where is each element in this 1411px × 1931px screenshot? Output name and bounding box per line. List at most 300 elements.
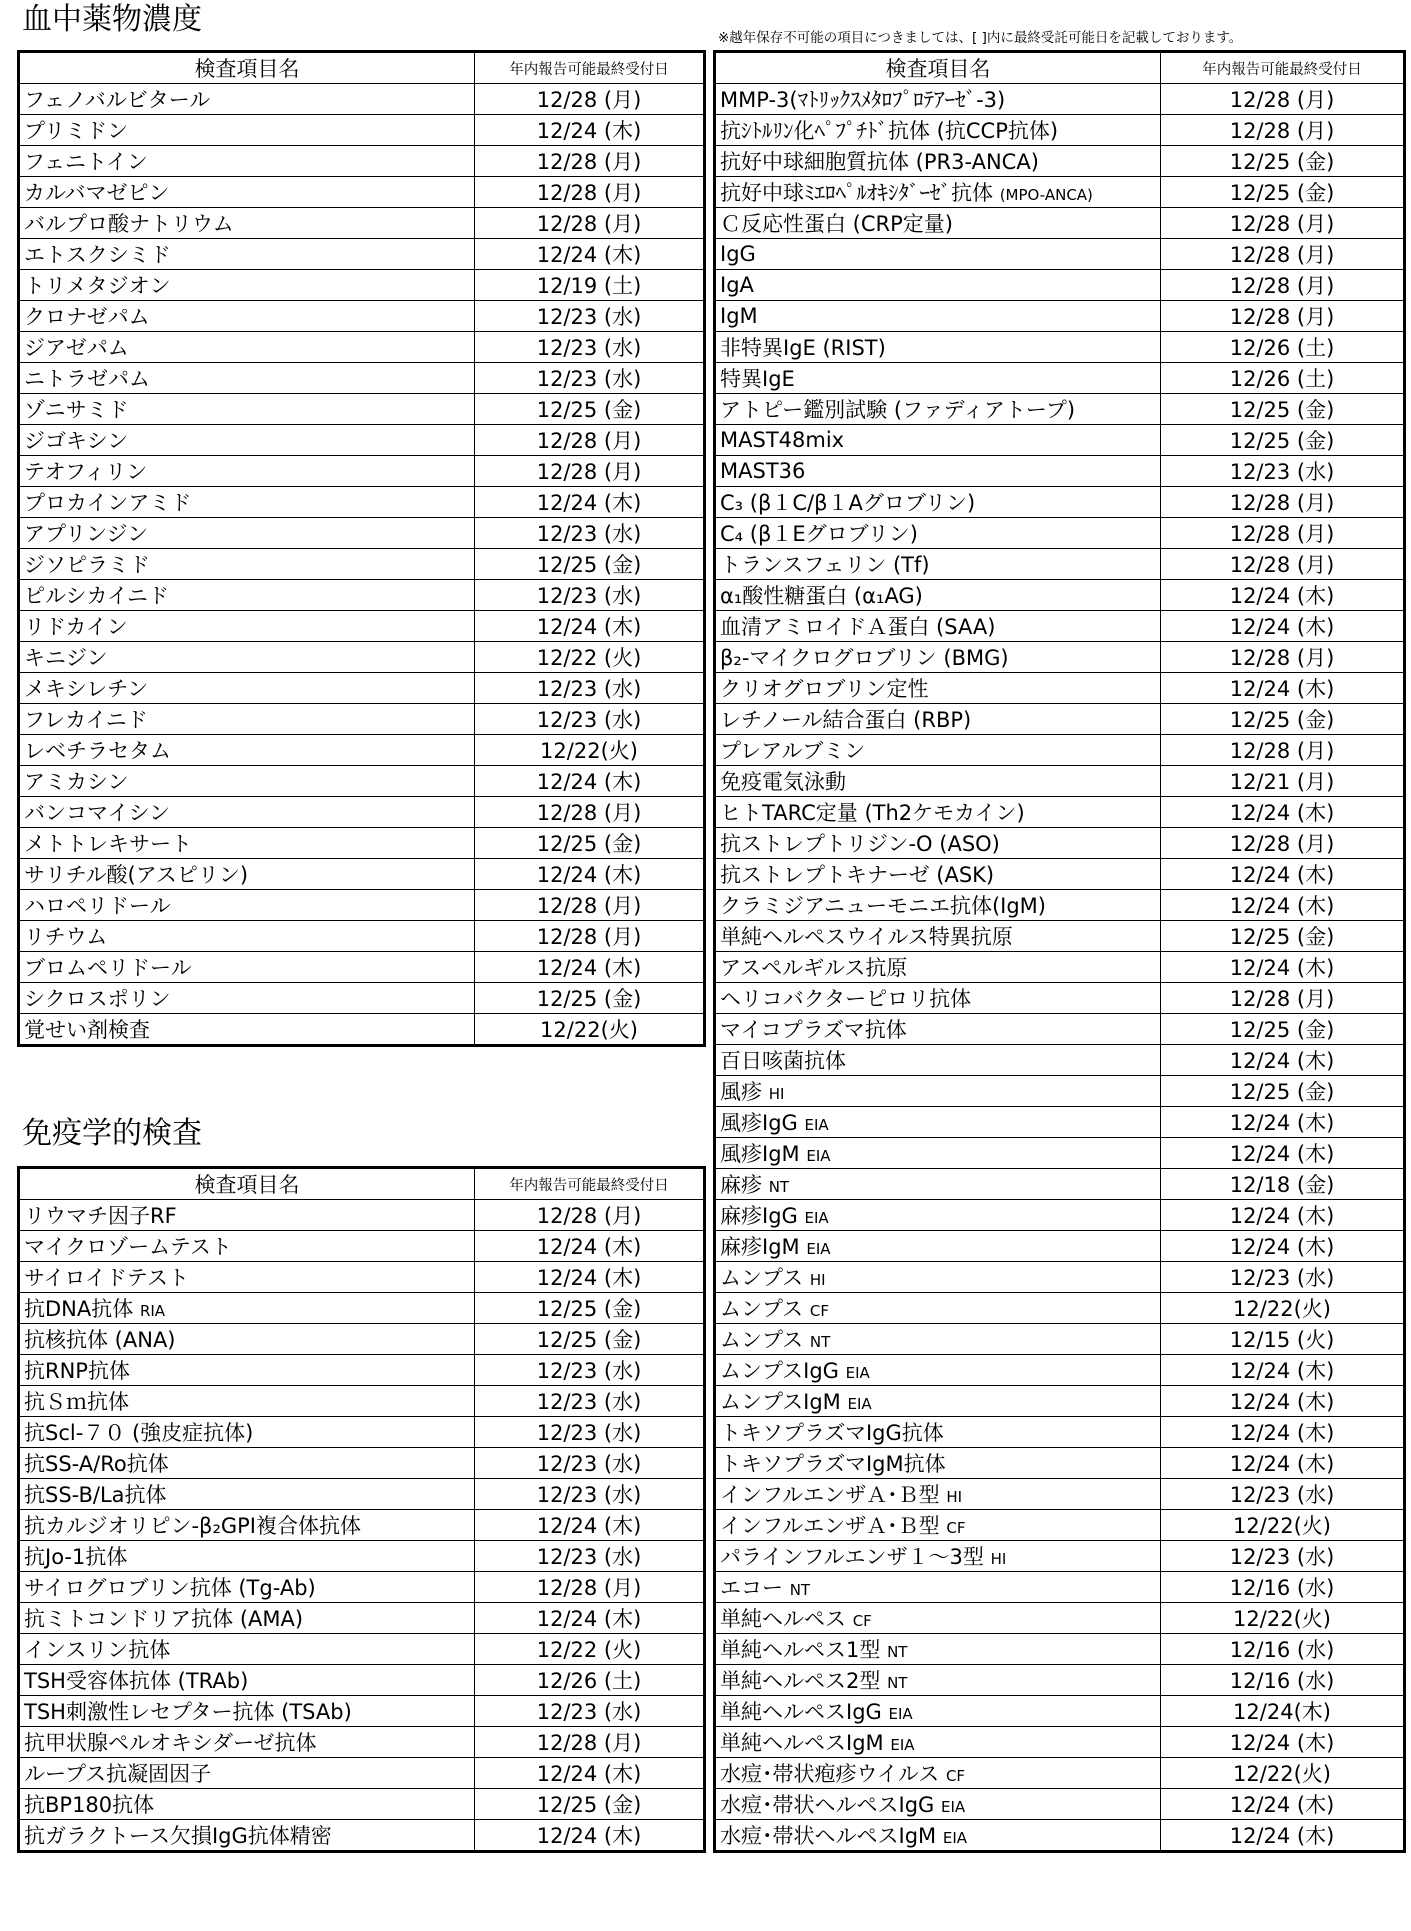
table-row (715, 177, 1405, 208)
item-name-text: 抗RNP抗体 (24, 1359, 130, 1383)
item-name-text: C₃ (β１C/β１Aグロブリン) (720, 491, 976, 515)
table-row (715, 1758, 1405, 1789)
item-name-text: C₄ (β１Eグロブリン) (720, 522, 918, 546)
item-date: 12/28 (月) (1161, 115, 1405, 146)
item-name-text: マイクロゾームテスト (24, 1235, 232, 1259)
item-date: 12/24 (木) (1161, 1355, 1405, 1386)
table-row (19, 1510, 705, 1541)
item-date: 12/24 (木) (475, 115, 705, 146)
table-row (715, 115, 1405, 146)
item-method: HI (809, 1271, 826, 1289)
item-date: 12/16 (水) (1161, 1634, 1405, 1665)
item-name-text: アスペルギルス抗原 (720, 956, 908, 980)
item-name-text: 抗Ｓｍ抗体 (24, 1390, 129, 1414)
item-name-text: ムンプスIgM (720, 1390, 841, 1414)
item-name (19, 1479, 475, 1510)
header-name: 検査項目名 (715, 52, 1161, 84)
table-row (715, 797, 1405, 828)
item-date: 12/25 (金) (1161, 1076, 1405, 1107)
item-name-text: 百日咳菌抗体 (720, 1049, 846, 1073)
table-row (715, 1479, 1405, 1510)
table-row (715, 1138, 1405, 1169)
item-name (715, 1758, 1161, 1789)
table-row (19, 1324, 705, 1355)
table-row (19, 766, 705, 797)
item-name-text: 抗ミトコンドリア抗体 (AMA) (24, 1607, 304, 1631)
item-name-text: フェノバルビタール (24, 88, 211, 112)
item-name (715, 859, 1161, 890)
item-date: 12/25 (金) (1161, 1014, 1405, 1045)
item-method: NT (809, 1333, 831, 1351)
item-date: 12/23 (水) (1161, 1262, 1405, 1293)
item-date: 12/23 (水) (475, 1355, 705, 1386)
item-date: 12/23 (水) (475, 704, 705, 735)
table-row (19, 363, 705, 394)
item-method: (MPO-ANCA) (999, 186, 1093, 204)
table-row (715, 1634, 1405, 1665)
table-row (19, 673, 705, 704)
table-row (715, 1014, 1405, 1045)
table-row (19, 301, 705, 332)
item-name-text: サイロイドテスト (24, 1266, 190, 1290)
item-name (715, 766, 1161, 797)
item-date: 12/28 (月) (1161, 84, 1405, 115)
item-name-text: マイコプラズマ抗体 (720, 1018, 907, 1042)
item-date: 12/23 (水) (475, 332, 705, 363)
item-name (715, 1045, 1161, 1076)
item-name-text: アプリンジン (24, 522, 149, 546)
item-date: 12/24 (木) (1161, 1820, 1405, 1852)
item-name-text: サリチル酸(アスピリン) (24, 863, 249, 887)
item-name-text: α₁酸性糖蛋白 (α₁AG) (720, 584, 923, 608)
item-name (715, 704, 1161, 735)
item-date: 12/22(火) (475, 1014, 705, 1046)
table-row (19, 239, 705, 270)
note-text: ※越年保存不可能の項目につきましては、[ ]内に最終受託可能日を記載しております。 (718, 30, 1243, 46)
item-name (715, 890, 1161, 921)
table-row (19, 704, 705, 735)
table-row (715, 1200, 1405, 1231)
item-method: EIA (806, 1147, 831, 1165)
item-name (715, 1386, 1161, 1417)
item-name (715, 1355, 1161, 1386)
item-name-text: IgA (720, 273, 754, 297)
item-name (715, 146, 1161, 177)
table-row (19, 735, 705, 766)
table-row (19, 1014, 705, 1046)
item-date: 12/23 (水) (475, 518, 705, 549)
table-row (715, 1324, 1405, 1355)
table-row (715, 332, 1405, 363)
item-name (19, 115, 475, 146)
item-method: HI (990, 1550, 1007, 1568)
item-name (715, 1138, 1161, 1169)
section-title-immuno: 免疫学的検査 (22, 1116, 202, 1151)
item-name (715, 518, 1161, 549)
table-row (19, 1231, 705, 1262)
item-name-text: 抗核抗体 (ANA) (24, 1328, 176, 1352)
item-name (19, 1014, 475, 1046)
item-date: 12/26 (土) (475, 1665, 705, 1696)
item-name-text: クロナゼパム (24, 305, 150, 329)
item-name (715, 952, 1161, 983)
table-row (715, 1820, 1405, 1852)
item-name (715, 1603, 1161, 1634)
item-date: 12/24 (木) (1161, 1417, 1405, 1448)
item-name (715, 115, 1161, 146)
item-date: 12/25 (金) (475, 983, 705, 1014)
item-date: 12/23 (水) (475, 1479, 705, 1510)
item-name-text: 風疹 (720, 1080, 762, 1104)
item-name-text: 抗BP180抗体 (24, 1793, 155, 1817)
item-name (19, 704, 475, 735)
table-row (19, 549, 705, 580)
item-name (715, 1169, 1161, 1200)
item-name (715, 735, 1161, 766)
item-date: 12/28 (月) (1161, 208, 1405, 239)
item-name-text: 単純ヘルペス2型 (720, 1669, 881, 1693)
table-row (715, 1107, 1405, 1138)
item-name-text: IgG (720, 242, 756, 266)
item-method: CF (809, 1302, 829, 1320)
item-name (715, 580, 1161, 611)
item-name-text: 水痘･帯状疱疹ウイルス (720, 1762, 940, 1786)
table-row (19, 1758, 705, 1789)
table-row (19, 270, 705, 301)
item-name-text: トランスフェリン (Tf) (720, 553, 930, 577)
item-name-text: ループス抗凝固因子 (24, 1762, 212, 1786)
item-date: 12/26 (土) (1161, 332, 1405, 363)
item-name (715, 983, 1161, 1014)
item-name-text: インフルエンザＡ･Ｂ型 (720, 1483, 940, 1507)
table-row (19, 1789, 705, 1820)
table-row (715, 208, 1405, 239)
item-date: 12/25 (金) (1161, 146, 1405, 177)
table-row (19, 487, 705, 518)
item-name-text: β₂-マイクログロブリン (BMG) (720, 646, 1009, 670)
item-date: 12/28 (月) (475, 84, 705, 115)
item-date: 12/28 (月) (475, 177, 705, 208)
item-date: 12/23 (水) (1161, 1479, 1405, 1510)
table-row (715, 1045, 1405, 1076)
item-date: 12/24 (木) (475, 239, 705, 270)
table-row (19, 1200, 705, 1231)
item-name-text: 風疹IgM (720, 1142, 800, 1166)
table-row (715, 518, 1405, 549)
item-method: RIA (139, 1302, 166, 1320)
item-name-text: 単純ヘルペスウイルス特異抗原 (720, 925, 1013, 949)
table-row (19, 859, 705, 890)
item-name-text: プレアルブミン (720, 739, 866, 763)
item-name-text: レベチラセタム (24, 739, 171, 763)
header-name: 検査項目名 (19, 1168, 475, 1200)
item-name-text: Ｃ反応性蛋白 (CRP定量) (720, 212, 953, 236)
item-date: 12/24 (木) (1161, 1386, 1405, 1417)
item-name-text: 単純ヘルペス (720, 1607, 846, 1631)
item-method: EIA (804, 1209, 829, 1227)
table-row (715, 952, 1405, 983)
item-name (19, 1386, 475, 1417)
item-date: 12/24 (木) (1161, 673, 1405, 704)
item-date: 12/24 (木) (1161, 890, 1405, 921)
item-date: 12/26 (土) (1161, 363, 1405, 394)
table-row (19, 1448, 705, 1479)
item-date: 12/23 (水) (1161, 456, 1405, 487)
header-date: 年内報告可能最終受付日 (1161, 52, 1405, 84)
item-name-text: ヘリコバクターピロリ抗体 (720, 987, 972, 1011)
table-row (19, 1386, 705, 1417)
table-row (715, 1262, 1405, 1293)
item-name (715, 1789, 1161, 1820)
item-date: 12/28 (月) (1161, 642, 1405, 673)
item-name (715, 921, 1161, 952)
item-date: 12/24 (木) (1161, 580, 1405, 611)
table-row (19, 115, 705, 146)
item-name-text: TSH刺激性レセプター抗体 (TSAb) (24, 1700, 352, 1724)
table-row (19, 1417, 705, 1448)
item-name-text: ムンプス (720, 1328, 804, 1352)
item-name-text: ジアゼパム (24, 336, 129, 360)
item-name (715, 301, 1161, 332)
item-name (19, 1231, 475, 1262)
item-name (19, 84, 475, 115)
item-name (715, 1231, 1161, 1262)
item-name (19, 1324, 475, 1355)
item-date: 12/23 (水) (475, 363, 705, 394)
item-name-text: テオフィリン (24, 460, 148, 484)
table-row (715, 1510, 1405, 1541)
item-date: 12/22(火) (475, 735, 705, 766)
item-name (715, 1820, 1161, 1852)
item-name (715, 425, 1161, 456)
table-row (19, 797, 705, 828)
item-method: CF (852, 1612, 872, 1630)
item-date: 12/28 (月) (1161, 518, 1405, 549)
table-row (19, 1603, 705, 1634)
item-name-text: プリミドン (24, 119, 129, 143)
item-name (19, 1634, 475, 1665)
table-row (715, 611, 1405, 642)
item-name (19, 518, 475, 549)
table-row (19, 611, 705, 642)
item-name (715, 1665, 1161, 1696)
item-name (19, 1541, 475, 1572)
item-name (19, 549, 475, 580)
item-date: 12/28 (月) (1161, 239, 1405, 270)
item-name (715, 1324, 1161, 1355)
item-method: HI (768, 1085, 785, 1103)
item-name (715, 1634, 1161, 1665)
item-date: 12/24 (木) (1161, 1200, 1405, 1231)
item-name-text: 抗SS-A/Ro抗体 (24, 1452, 169, 1476)
table-row (715, 1293, 1405, 1324)
item-name (715, 84, 1161, 115)
item-date: 12/24 (木) (475, 1820, 705, 1852)
table-row (715, 1665, 1405, 1696)
item-date: 12/28 (月) (1161, 983, 1405, 1014)
item-name-text: 覚せい剤検査 (24, 1018, 150, 1042)
table-row (715, 735, 1405, 766)
item-name-text: フェニトイン (24, 150, 148, 174)
item-name (19, 177, 475, 208)
item-name-text: 特異IgE (720, 367, 795, 391)
item-date: 12/28 (月) (1161, 487, 1405, 518)
header-date: 年内報告可能最終受付日 (475, 1168, 705, 1200)
table-row (715, 921, 1405, 952)
table-row (19, 208, 705, 239)
table-row (715, 1169, 1405, 1200)
item-name-text: ハロペリドール (24, 894, 171, 918)
item-name (715, 1727, 1161, 1758)
item-name (715, 487, 1161, 518)
table-row (715, 983, 1405, 1014)
table-row (715, 1231, 1405, 1262)
item-name (19, 890, 475, 921)
item-name-text: リウマチ因子RF (24, 1204, 177, 1228)
item-method: EIA (940, 1798, 966, 1816)
table-row (715, 1417, 1405, 1448)
item-name-text: MAST36 (720, 459, 806, 483)
item-name (715, 1076, 1161, 1107)
table-row (19, 425, 705, 456)
item-name (19, 1603, 475, 1634)
item-name (715, 456, 1161, 487)
table-row (19, 84, 705, 115)
item-date: 12/16 (水) (1161, 1572, 1405, 1603)
item-name-text: パラインフルエンザ１～3型 (720, 1545, 984, 1569)
item-date: 12/23 (水) (475, 1417, 705, 1448)
item-date: 12/24 (木) (1161, 1448, 1405, 1479)
item-name (715, 363, 1161, 394)
item-date: 12/24 (木) (1161, 1789, 1405, 1820)
table-row (715, 766, 1405, 797)
item-name (19, 1510, 475, 1541)
item-name-text: カルバマゼピン (24, 181, 170, 205)
item-name (19, 1417, 475, 1448)
item-name-text: 水痘･帯状ヘルペスIgG (720, 1793, 935, 1817)
table-row (715, 1572, 1405, 1603)
table-row (19, 518, 705, 549)
table-row (19, 1572, 705, 1603)
item-name (715, 1014, 1161, 1045)
item-name (715, 1479, 1161, 1510)
item-date: 12/25 (金) (475, 1324, 705, 1355)
item-date: 12/25 (金) (1161, 177, 1405, 208)
item-method: CF (946, 1519, 966, 1537)
item-method: EIA (806, 1240, 831, 1258)
item-name (19, 828, 475, 859)
table-row (715, 394, 1405, 425)
item-name-text: クラミジアニューモニエ抗体(IgM) (720, 894, 1046, 918)
item-name-text: ピルシカイニド (24, 584, 170, 608)
item-name-text: トリメタジオン (24, 274, 171, 298)
item-date: 12/28 (月) (1161, 301, 1405, 332)
item-name-text: ブロムペリドール (24, 956, 192, 980)
item-method: NT (887, 1643, 908, 1661)
item-date: 12/24 (木) (1161, 1138, 1405, 1169)
table-row (715, 1448, 1405, 1479)
item-name-text: 麻疹IgM (720, 1235, 800, 1259)
item-name (19, 332, 475, 363)
table-row (715, 890, 1405, 921)
item-date: 12/21 (月) (1161, 766, 1405, 797)
table-header-row (19, 52, 705, 84)
item-name (19, 1293, 475, 1324)
item-date: 12/28 (月) (1161, 549, 1405, 580)
item-date: 12/22 (火) (475, 1634, 705, 1665)
item-name-text: ムンプスIgG (720, 1359, 839, 1383)
item-date: 12/22 (火) (475, 642, 705, 673)
item-name-text: ムンプス (720, 1266, 804, 1290)
table-row (19, 921, 705, 952)
item-date: 12/24 (木) (475, 766, 705, 797)
item-name (19, 673, 475, 704)
item-name (19, 859, 475, 890)
table-row (19, 177, 705, 208)
item-name-text: トキソプラズマIgM抗体 (720, 1452, 946, 1476)
item-name (715, 1541, 1161, 1572)
item-name (19, 1448, 475, 1479)
item-name-text: 抗ガラクトース欠損IgG抗体精密 (24, 1824, 332, 1848)
item-name (715, 1448, 1161, 1479)
drug-table (17, 50, 706, 1047)
table-row (19, 983, 705, 1014)
table-row (19, 1262, 705, 1293)
item-method: HI (946, 1488, 963, 1506)
item-name (715, 1572, 1161, 1603)
table-row (715, 146, 1405, 177)
item-date: 12/28 (月) (475, 146, 705, 177)
item-method: EIA (804, 1116, 829, 1134)
item-name-text: ニトラゼパム (24, 367, 150, 391)
item-method: EIA (845, 1364, 870, 1382)
item-name-text: IgM (720, 304, 758, 328)
item-name-text: インフルエンザＡ･Ｂ型 (720, 1514, 940, 1538)
item-name (19, 270, 475, 301)
item-name-text: 抗好中球ﾐｴﾛﾍﾟﾙｵｷｼﾀﾞｰｾﾞ抗体 (720, 181, 993, 205)
item-name (19, 301, 475, 332)
item-date: 12/25 (金) (475, 1789, 705, 1820)
table-row (19, 890, 705, 921)
item-date: 12/24 (木) (1161, 797, 1405, 828)
item-date: 12/22(火) (1161, 1293, 1405, 1324)
table-row (715, 549, 1405, 580)
item-name-text: エトスクシミド (24, 243, 171, 267)
table-row (19, 1355, 705, 1386)
table-row (715, 673, 1405, 704)
item-name-text: サイログロブリン抗体 (Tg-Ab) (24, 1576, 316, 1600)
item-date: 12/23 (水) (475, 673, 705, 704)
item-name (19, 456, 475, 487)
item-name-text: レチノール結合蛋白 (RBP) (720, 708, 972, 732)
item-date: 12/18 (金) (1161, 1169, 1405, 1200)
item-name-text: シクロスポリン (24, 987, 171, 1011)
table-row (715, 580, 1405, 611)
item-date: 12/25 (金) (475, 828, 705, 859)
item-date: 12/28 (月) (475, 1572, 705, 1603)
item-date: 12/24 (木) (475, 1510, 705, 1541)
item-date: 12/24 (木) (475, 1758, 705, 1789)
item-date: 12/24 (木) (475, 1603, 705, 1634)
item-method: CF (945, 1767, 966, 1785)
item-name-text: ゾニサミド (24, 398, 129, 422)
item-name-text: 抗SS-B/La抗体 (24, 1483, 167, 1507)
table-row (715, 270, 1405, 301)
item-date: 12/22(火) (1161, 1510, 1405, 1541)
header-name: 検査項目名 (19, 52, 475, 84)
item-name-text: インスリン抗体 (24, 1638, 171, 1662)
item-date: 12/28 (月) (475, 456, 705, 487)
